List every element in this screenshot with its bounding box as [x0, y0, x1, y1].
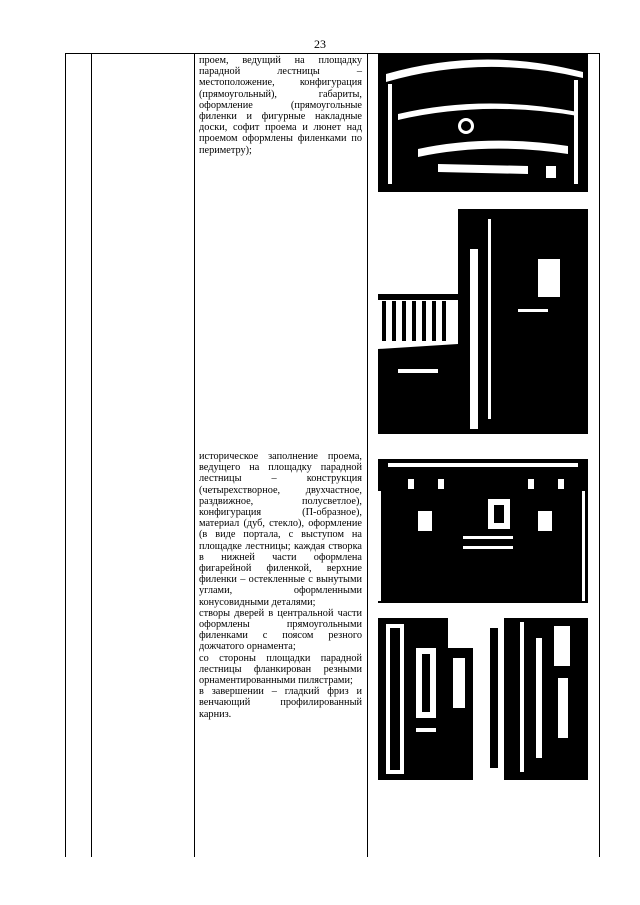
doorway-description — [199, 55, 362, 156]
photo-doorway-balustrade — [378, 209, 588, 434]
table-right-border — [599, 53, 600, 857]
historic-door-paragraph: историческое заполнение проема, ведущего на площадку парадной лестницы – конструкция (четырехстворное, двухчастное, раздвижное, полусветлое), конфигурация (П-образное), материал (дуб, стекло), оформление (в виде портала, с выступом на площадке лестницы; каждая створка в нижней части оформлена фигарейной филенкой, верхние филенки – остекленные с вынутыми углами, оформленными конусовидными деталями; — [199, 451, 362, 608]
photo-arch-clock — [378, 54, 588, 192]
doorway-description-text: проем, ведущий на площадку парадной лестницы – местоположение, конфигурация (прямоугольный), габариты, оформление (прямоугольные филенки и фигурные накладные доски, софит проема и люнет над проемом оформлены филенками по периметру); — [199, 55, 362, 156]
historic-door-description — [199, 451, 362, 720]
table-column-divider-2 — [194, 53, 195, 857]
historic-door-paragraph: в завершении – гладкий фриз и венчающий профилированный карниз. — [199, 686, 362, 720]
table-column-divider-3 — [367, 53, 368, 857]
photo-portal-doors — [378, 451, 588, 603]
photo-door-leaf-left — [378, 618, 473, 780]
table-column-divider-1 — [91, 53, 92, 857]
historic-door-paragraph: створы дверей в центральной части оформлены прямоугольными филенками с поясом резного дожчатого орнамента; — [199, 607, 362, 653]
photo-door-leaf-right — [484, 618, 588, 780]
table-left-border — [65, 53, 66, 857]
page-number: 23 — [314, 37, 326, 51]
historic-door-paragraph: со стороны площадки парадной лестницы фланкирован резными орнаментированными пилястрами; — [199, 652, 362, 687]
